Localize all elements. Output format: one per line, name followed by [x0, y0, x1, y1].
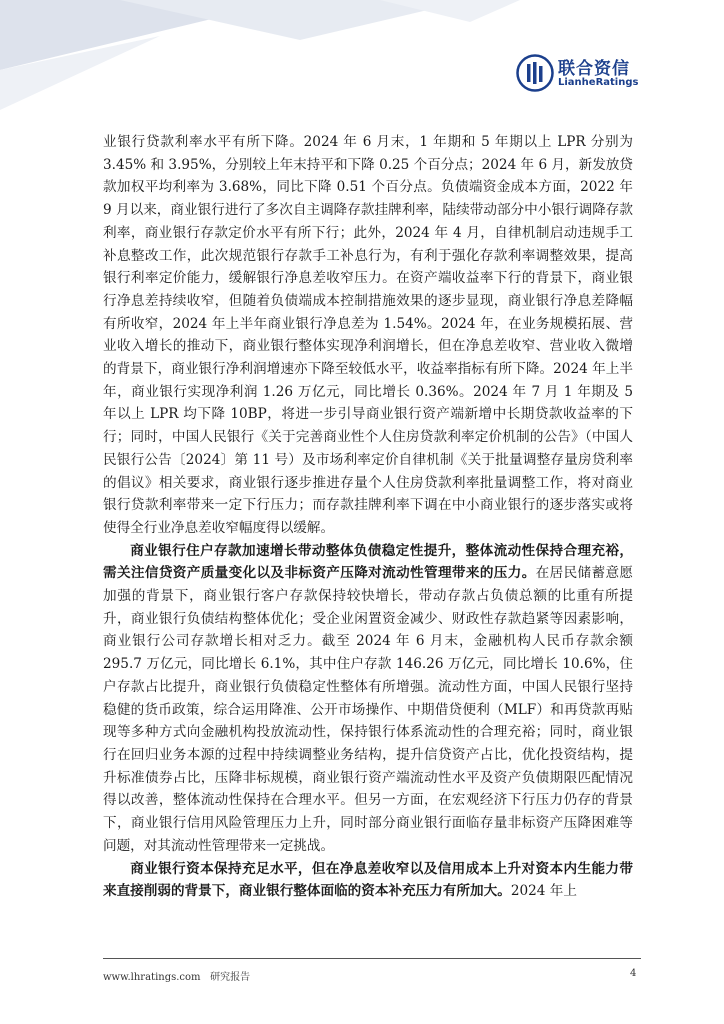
report-body [103, 131, 633, 903]
lianhe-logo-icon [516, 54, 554, 92]
paragraph-interest-rates: 业银行贷款利率水平有所下降。2024 年 6 月末，1 年期和 5 年期以上 LPR 分别为 3.45% 和 3.95%，分别较上年末持平和下降 0.25 个百分点；2024 年 6 月，新发放贷款加权平均利率为 3.68%，同比下降 0.51 个百分点。负债端资金成本方面，2022 年 9 月以来，商业银行进行了多次自主调降存款挂牌利率，陆续带动部分中小银行调降存款利率，商业银行存款定价水平有所下行；此外，2024 年 4 月，自律机制启动违规手工补息整改工作，此次规范银行存款手工补息行为，有利于强化存款利率调整效果，提高银行利率定价能力，缓解银行净息差收窄压力。在资产端收益率下行的背景下，商业银行净息差持续收窄，但随着负债端成本控制措施效果的逐步显现，商业银行净息差降幅有所收窄，2024 年上半年商业银行净息差为 1.54%。2024 年，在业务规模拓展、营业收入增长的推动下，商业银行整体实现净利润增长，但在净息差收窄、营业收入微增的背景下，商业银行净利润增速亦下降至较低水平，收益率指标有所下降。2024 年上半年，商业银行实现净利润 1.26 万亿元，同比增长 0.36%。2024 年 7 月 1 年期及 5 年以上 LPR 均下降 10BP，将进一步引导商业银行资产端新增中长期贷款收益率的下行；同时，中国人民银行《关于完善商业性个人住房贷款利率定价机制的公告》（中国人民银行公告〔2024〕第 11 号）及市场利率定价自律机制《关于批量调整存量房贷利率的倡议》相关要求，商业银行逐步推进存量个人住房贷款利率批量调整工作，将对商业银行贷款利率带来一定下行压力；而存款挂牌利率下调在中小商业银行的逐步落实或将使得全行业净息差收窄幅度得以缓解。 [103, 134, 633, 536]
footer-divider [103, 958, 641, 959]
paragraph-liquidity-text: 在居民储蓄意愿加强的背景下，商业银行客户存款保持较快增长，带动存款占负债总额的比重有所提升，商业银行负债结构整体优化；受企业闲置资金减少、财政性存款趋紧等因素影响，商业银行公司存款增长相对乏力。截至 2024 年 6 月末，金融机构人民币存款余额 295.7 万亿元，同比增长 6.1%，其中住户存款 146.26 万亿元，同比增长 10.6%，住户存款占比提升，商业银行负债稳定性整体有所增强。流动性方面，中国人民银行坚持稳健的货币政策，综合运用降准、公开市场操作、中期借贷便利（MLF）和再贷款再贴现等多种方式向金融机构投放流动性，保持银行体系流动性的合理充裕；同时，商业银行在回归业务本源的过程中持续调整业务结构，提升信贷资产占比，优化投资结构，提升标准债券占比，压降非标规模，商业银行资产端流动性水平及资产负债期限匹配情况得以改善，整体流动性保持在合理水平。但另一方面，在宏观经济下行压力仍存的背景下，商业银行信用风险管理压力上升，同时部分商业银行面临存量非标资产压降困难等问题，对其流动性管理带来一定挑战。 [103, 565, 634, 854]
footer-website: www.lhratings.com [103, 972, 201, 983]
footer-info [103, 968, 250, 983]
paragraph-capital [103, 858, 633, 903]
footer-report-type: 研究报告 [210, 972, 251, 983]
paragraph-liquidity [103, 540, 633, 858]
company-logo [516, 54, 648, 94]
paragraph-liquidity-heading: 商业银行住户存款加速增长带动整体负债稳定性提升，整体流动性保持合理充裕，需关注信贷资产质量变化以及非标资产压降对流动性管理带来的压力。 [103, 542, 633, 582]
logo-chinese-name: 联合资信 [558, 59, 630, 79]
paragraph-capital-text: 2024 年上 [510, 883, 577, 900]
paragraph-capital-heading: 商业银行资本保持充足水平，但在净息差收窄以及信用成本上升对资本内生能力带来直接削弱的背景下，商业银行整体面临的资本补充压力有所加大。 [103, 860, 633, 900]
logo-english-name: LianheRatings [558, 77, 639, 88]
page-number: 4 [630, 968, 637, 979]
